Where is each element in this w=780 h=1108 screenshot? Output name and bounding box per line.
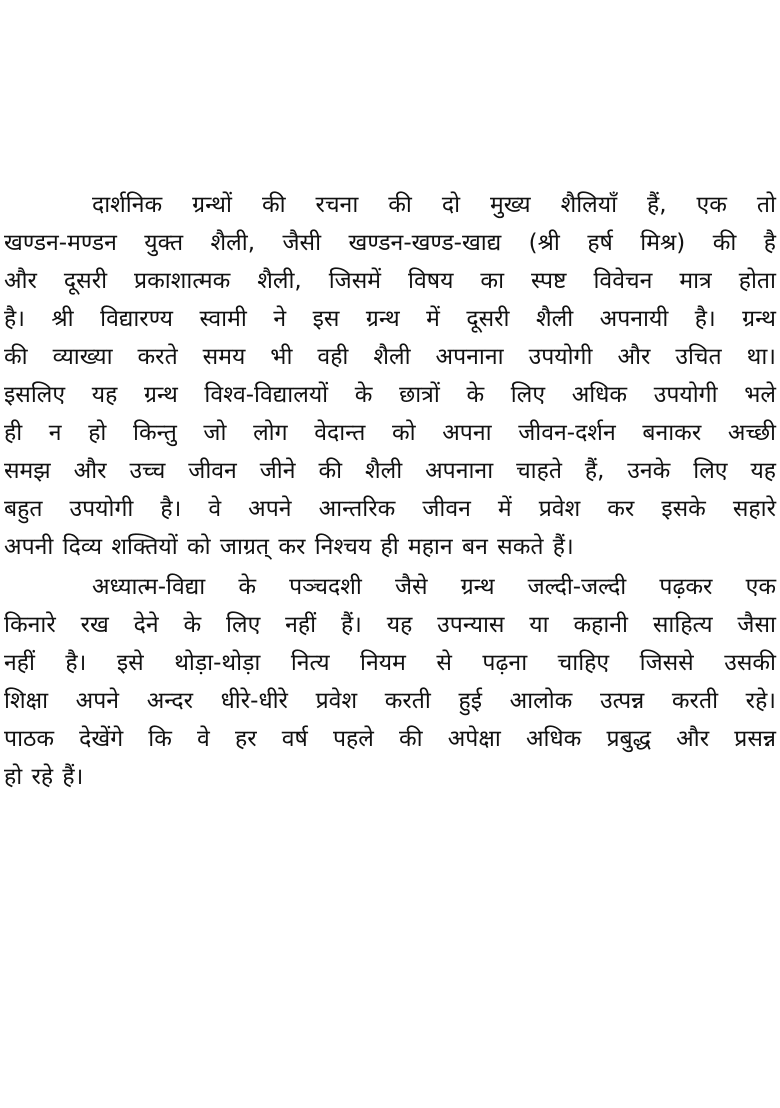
text-line: इसलिए यह ग्रन्थ विश्व-विद्यालयों के छात्रों के लिए अधिक उपयोगी भले [4, 382, 776, 408]
text-line: बहुत उपयोगी है। वे अपने आन्तरिक जीवन में प्रवेश कर इसके सहारे [4, 496, 776, 522]
text-line: नहीं है। इसे थोड़ा-थोड़ा नित्य नियम से पढ़ना चाहिए जिससे उसकी [4, 650, 776, 676]
text-line: पाठक देखेंगे कि वे हर वर्ष पहले की अपेक्षा अधिक प्रबुद्ध और प्रसन्न [4, 726, 776, 752]
text-line: अध्यात्म-विद्या के पञ्चदशी जैसे ग्रन्थ जल्दी-जल्दी पढ़कर एक [92, 574, 776, 600]
document-page [4, 186, 776, 796]
text-line: किनारे रख देने के लिए नहीं हैं। यह उपन्यास या कहानी साहित्य जैसा [4, 612, 776, 638]
paragraph-1 [4, 186, 776, 566]
text-line: और दूसरी प्रकाशात्मक शैली, जिसमें विषय का स्पष्ट विवेचन मात्र होता [4, 268, 776, 294]
text-line: अपनी दिव्य शक्तियों को जाग्रत् कर निश्चय ही महान बन सकते हैं। [4, 534, 574, 560]
text-line: हो रहे हैं। [4, 764, 84, 790]
text-line: दार्शनिक ग्रन्थों की रचना की दो मुख्य शैलियाँ हैं, एक तो [92, 192, 776, 218]
paragraph-2 [4, 568, 776, 796]
text-line: ही न हो किन्तु जो लोग वेदान्त को अपना जीवन-दर्शन बनाकर अच्छी [4, 420, 776, 446]
text-line: खण्डन-मण्डन युक्त शैली, जैसी खण्डन-खण्ड-खाद्य (श्री हर्ष मिश्र) की है [4, 230, 776, 256]
text-line: है। श्री विद्यारण्य स्वामी ने इस ग्रन्थ में दूसरी शैली अपनायी है। ग्रन्थ [4, 306, 776, 332]
text-line: शिक्षा अपने अन्दर धीरे-धीरे प्रवेश करती हुई आलोक उत्पन्न करती रहे। [4, 688, 776, 714]
text-line: समझ और उच्च जीवन जीने की शैली अपनाना चाहते हैं, उनके लिए यह [4, 458, 776, 484]
text-line: की व्याख्या करते समय भी वही शैली अपनाना उपयोगी और उचित था। [4, 344, 776, 370]
